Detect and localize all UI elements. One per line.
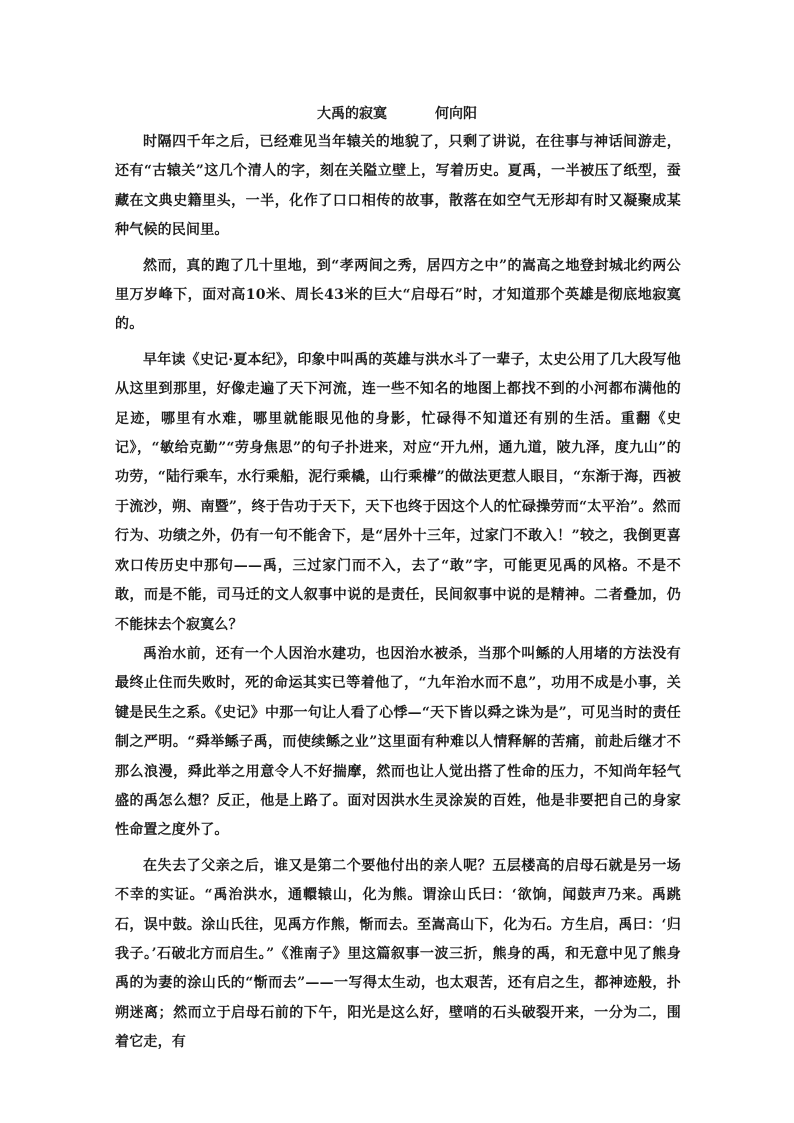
- paragraph: 在失去了父亲之后，谁又是第二个要他付出的亲人呢？五层楼高的启母石就是另一场不幸的实证。“禹治洪水，通轘辕山，化为熊。谓涂山氏曰：‘欲饷，闻鼓声乃来。禹跳石，误中鼓。涂山氏往，见禹方作熊，惭而去。至嵩高山下，化为石。方生启，禹曰：‘归我子。’石破北方而启生。”《淮南子》里这篇叙事一波三折，熊身的禹，和无意中见了熊身禹的为妻的涂山氏的“惭而去”——一写得太生动，也太艰苦，还有启之生，都神迹般，扑朔迷离；然而立于启母石前的下午，阳光是这么好，壁哨的石头破裂开来，一分为二，围着它走，有: [115, 857, 681, 1051]
- article-author: 何向阳: [435, 106, 477, 122]
- article-heading: [0, 104, 794, 124]
- article-title: 大禹的寂寞: [317, 106, 387, 122]
- paragraph: 然而，真的跑了几十里地，到“孝两间之秀，居四方之中”的嵩高之地登封城北约两公里万岁峰下，面对高10米、周长43米的巨大“启母石”时，才知道那个英雄是彻底地寂寞的。: [115, 257, 681, 333]
- paragraph: 时隔四千年之后，已经难见当年辕关的地貌了，只剩了讲说，在往事与神话间游走，还有“古辕关”这几个清人的字，刻在关隘立壁上，写着历史。夏禹，一半被压了纸型，蚕藏在文典史籍里头，一半，化作了口口相传的故事，散落在如空气无形却有时又凝聚成某种气候的民间里。: [115, 134, 681, 239]
- paragraph: 早年读《史记·夏本纪》，印象中叫禹的英雄与洪水斗了一辈子，太史公用了几大段写他从这里到那里，好像走遍了天下河流，连一些不知名的地图上都找不到的小河都布满他的足迹，哪里有水难，哪里就能眼见他的身影，忙碌得不知道还有别的生活。重翻《史记》，“敏给克勤”“劳身焦思”的句子扑进来，对应“开九州，通九道，陂九泽，度九山”的功劳，“陆行乘车，水行乘船，泥行乘橇，山行乘檋”的做法更惹人眼目，“东渐于海，西被于流沙，朔、南暨”，终于告功于天下，天下也终于因这个人的忙碌操劳而“太平治”。然而行为、功绩之外，仍有一句不能舍下，是“居外十三年，过家门不敢入！”较之，我倒更喜欢口传历史中那句——禹，三过家门而不入，去了“敢”字，可能更见禹的风格。不是不敢，而是不能，司马迁的文人叙事中说的是责任，民间叙事中说的是精神。二者叠加，仍不能抹去个寂寞么？: [115, 351, 681, 633]
- paragraph: 禹治水前，还有一个人因治水建功，也因治水被杀，当那个叫鲧的人用堵的方法没有最终止住而失败时，死的命运其实已等着他了，“九年治水而不息”，功用不成是小事，关键是民生之系。《史记》中那一句让人看了心悸—“天下皆以舜之诛为是”，可见当时的责任制之严明。“舜举鲧子禹，而使续鲧之业”这里面有种难以人情释解的苦痛，前赴后继才不那么浪漫，舜此举之用意令人不好揣摩，然而也让人觉出搭了性命的压力，不知尚年轻气盛的禹怎么想？反正，他是上路了。面对因洪水生灵涂炭的百姓，他是非要把自己的身家性命置之度外了。: [115, 645, 681, 839]
- article-body: [115, 128, 681, 1058]
